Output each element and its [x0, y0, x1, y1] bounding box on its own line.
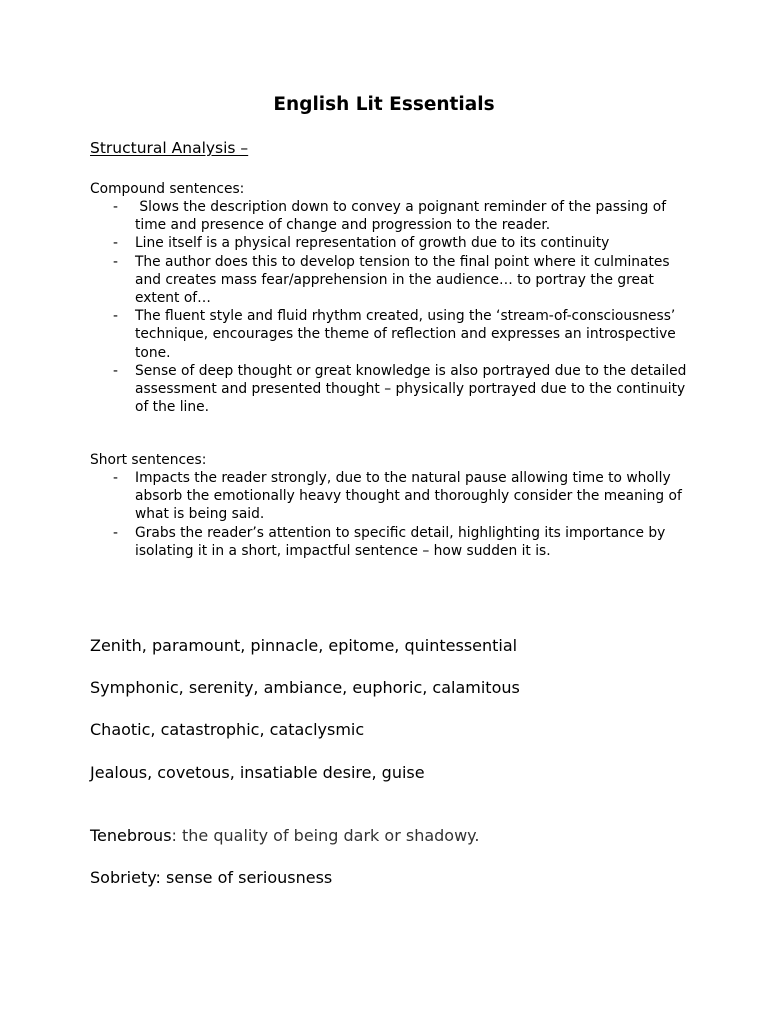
- list-item: [90, 198, 690, 234]
- definition-term: Tenebrous: [90, 826, 172, 845]
- dash-bullet: -: [113, 253, 118, 270]
- dash-bullet: -: [113, 470, 118, 486]
- section-heading: Structural Analysis –: [90, 139, 249, 157]
- dash-bullet: -: [113, 235, 118, 252]
- vocab-line: Chaotic, catastrophic, cataclysmic: [90, 720, 365, 739]
- list-item: [90, 307, 690, 362]
- list-item-text: Slows the description down to convey a poignant reminder of the passing of time and presence of change and progression to the reader.: [135, 199, 671, 234]
- dash-bullet: -: [113, 199, 118, 215]
- list-item: [90, 362, 690, 417]
- list-item: [90, 469, 690, 524]
- definition-text: : sense of seriousness: [155, 868, 333, 887]
- list-item: [90, 234, 690, 252]
- vocab-line: Zenith, paramount, pinnacle, epitome, quintessential: [90, 636, 518, 655]
- short-sentences-label: Short sentences:: [90, 452, 207, 468]
- list-item-text: Line itself is a physical representation of growth due to its continuity: [135, 235, 610, 252]
- definition-text: : the quality of being dark or shadowy.: [171, 826, 480, 845]
- list-item: [90, 524, 690, 560]
- vocab-line: Symphonic, serenity, ambiance, euphoric, calamitous: [90, 678, 520, 697]
- list-item-text: Grabs the reader’s attention to specific detail, highlighting its importance by isolating it in a short, impactful sentence – how sudden it is.: [135, 524, 666, 559]
- short-sentences-list: [90, 469, 690, 560]
- list-item-text: Impacts the reader strongly, due to the natural pause allowing time to wholly absorb the emotionally heavy thought and thoroughly consider the meaning of what is being said.: [135, 470, 682, 523]
- definition-line: [90, 868, 332, 888]
- definition-line: [90, 826, 479, 846]
- list-item-text: Sense of deep thought or great knowledge is also portrayed due to the detailed assessment and presented thought – physically portrayed due to the continuity of the line.: [135, 362, 687, 416]
- list-item-text: The author does this to develop tension to the final point where it culminates and creates mass fear/apprehension in the audience… to portray the great extent of…: [135, 253, 670, 307]
- dash-bullet: -: [113, 524, 118, 541]
- compound-sentences-list: [90, 198, 690, 416]
- document-title: English Lit Essentials: [273, 94, 495, 115]
- dash-bullet: -: [113, 362, 118, 379]
- definition-term: Sobriety: [90, 868, 156, 887]
- dash-bullet: -: [113, 308, 118, 325]
- compound-sentences-label: Compound sentences:: [90, 181, 245, 197]
- list-item: [90, 253, 690, 308]
- vocab-line: Jealous, covetous, insatiable desire, guise: [90, 763, 425, 782]
- list-item-text: The fluent style and fluid rhythm created, using the ‘stream-of-consciousness’ technique, encourages the theme of reflection and expresses an introspective tone.: [135, 308, 676, 361]
